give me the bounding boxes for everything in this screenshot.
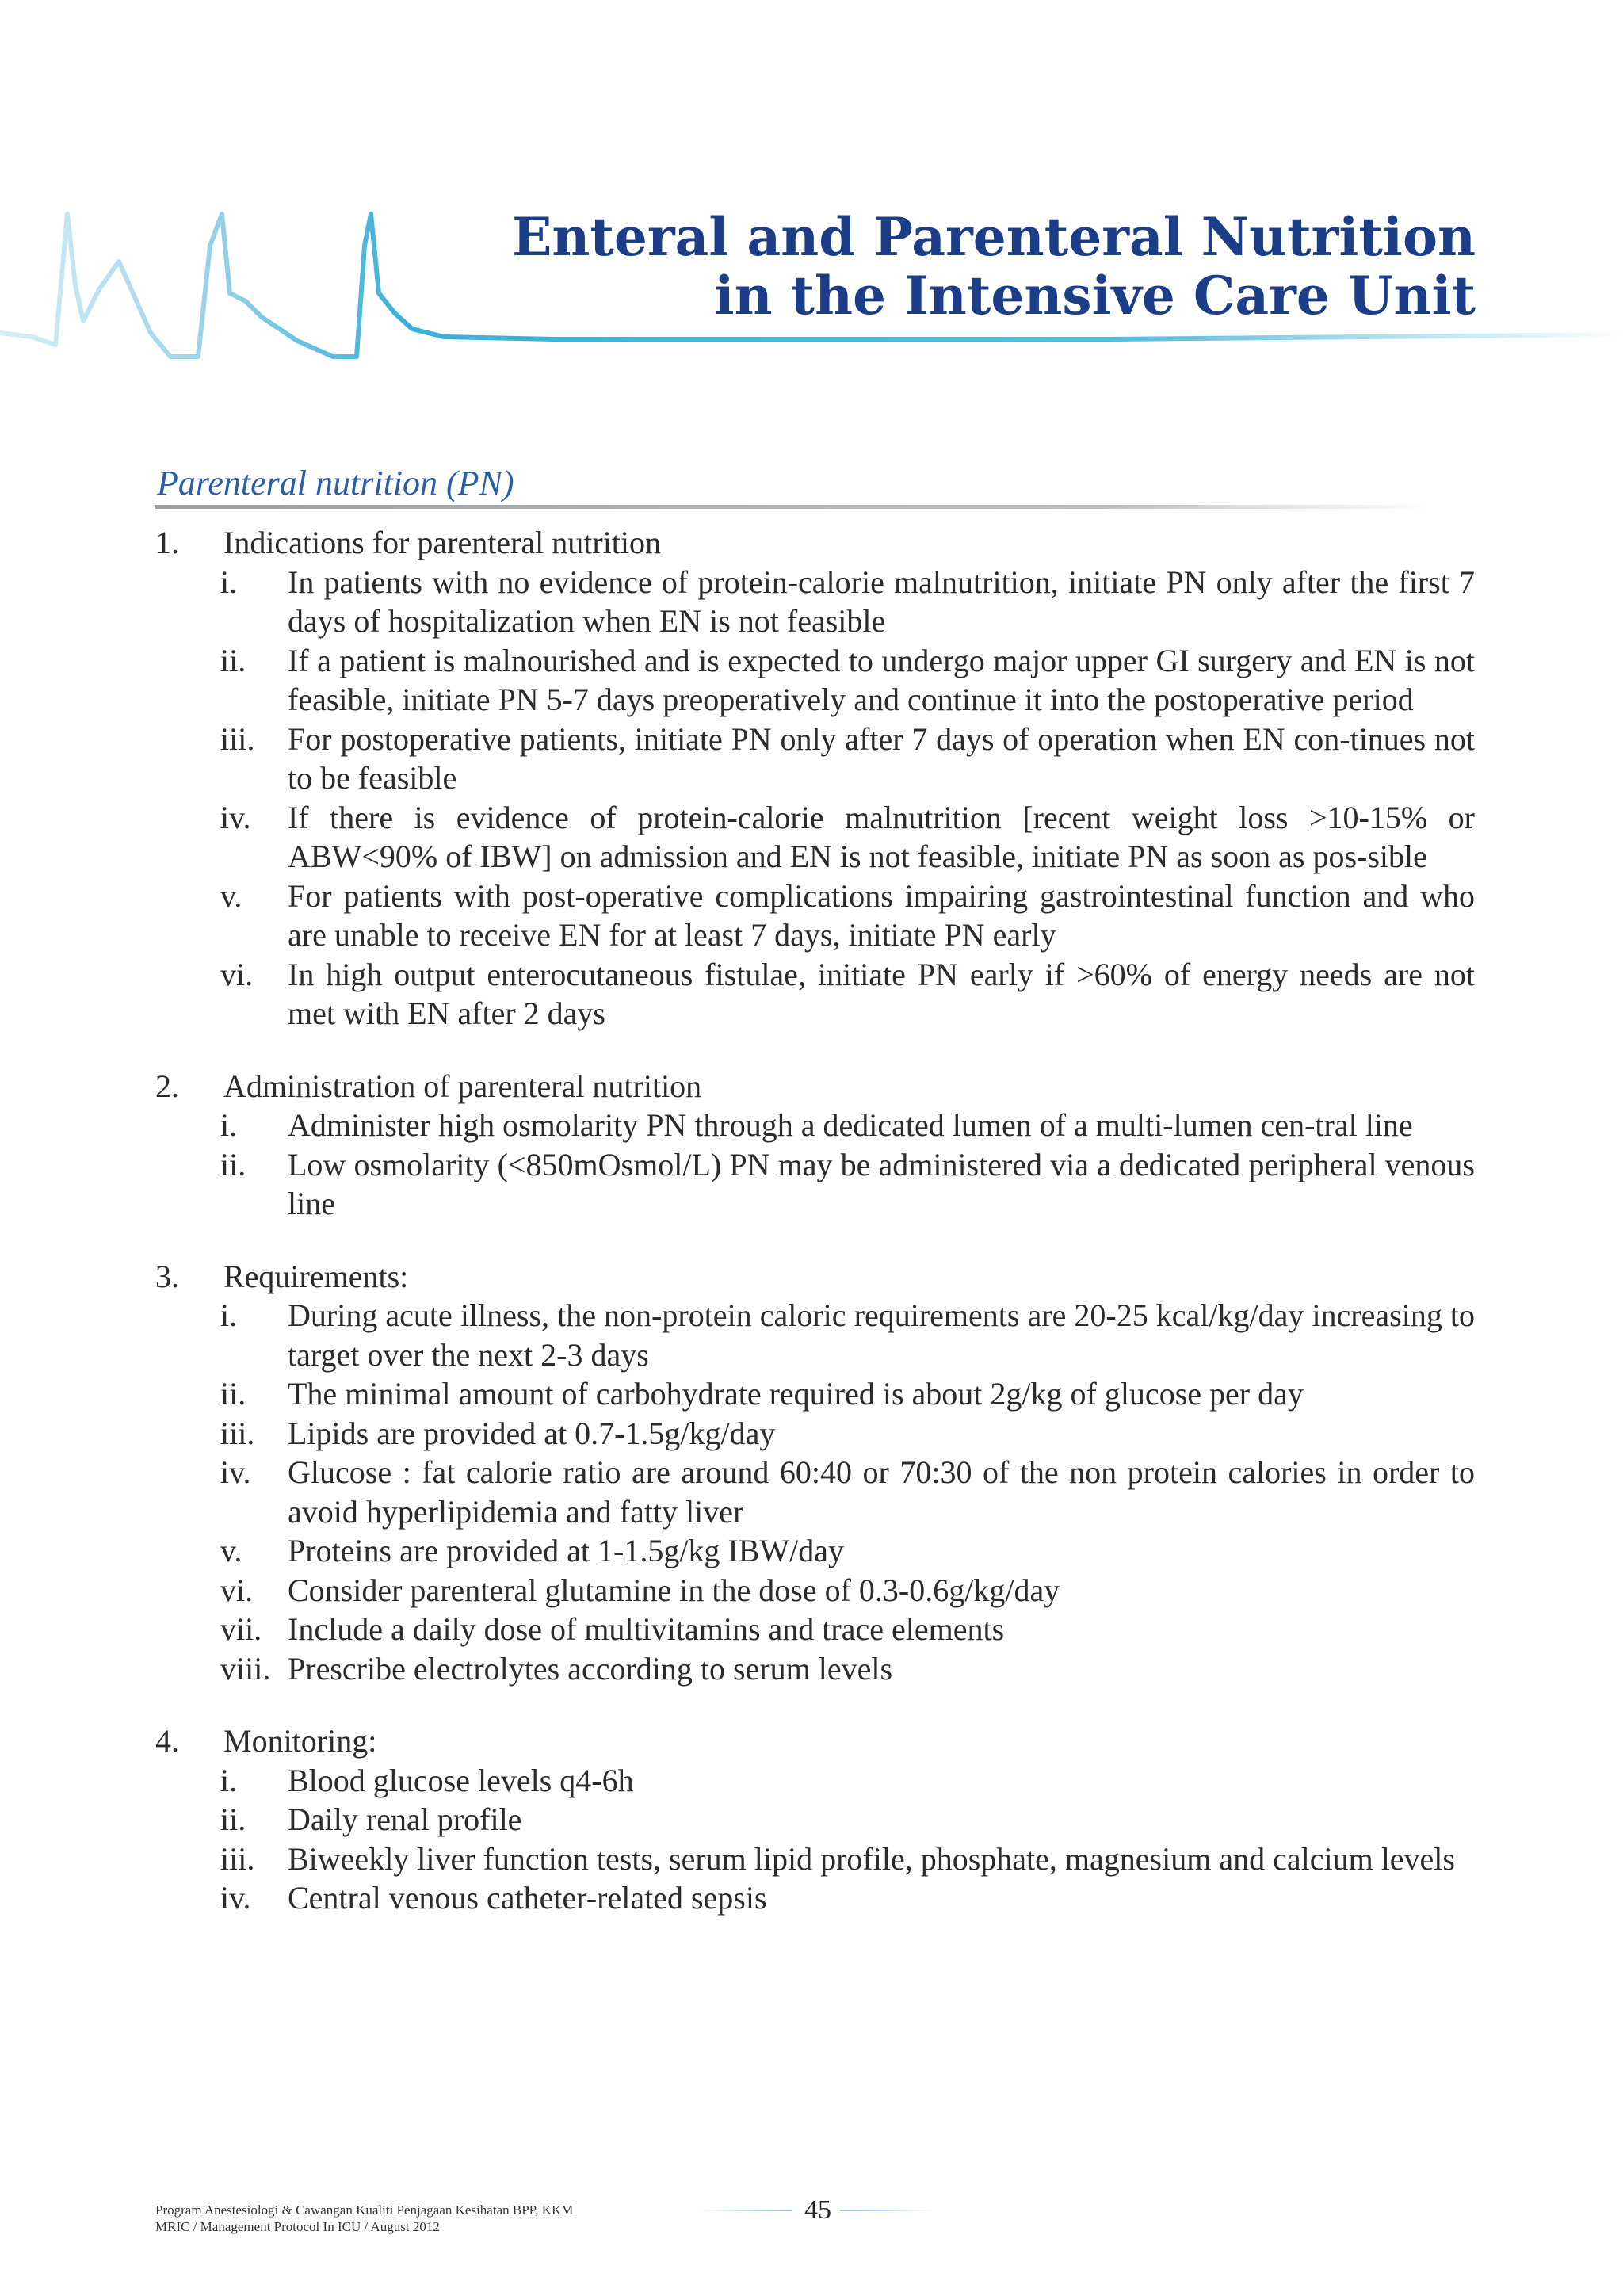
footer-rule-right (840, 2210, 935, 2211)
list-item (220, 1531, 1475, 1571)
item-numeral: ii. (220, 642, 246, 678)
item-text: Central venous catheter-related sepsis (288, 1880, 767, 1916)
section-4 (155, 1721, 1475, 1918)
item-numeral: iii. (220, 1840, 255, 1877)
list-item (220, 1571, 1475, 1610)
section-number: 4. (155, 1723, 179, 1759)
item-numeral: ii. (220, 1376, 246, 1412)
footer-rule-left (697, 2210, 792, 2211)
list-item (220, 1296, 1475, 1374)
item-text: Glucose : fat calorie ratio are around 60:40 or 70:30 of the non protein calories in order to avoid hyperlipidemia and fatty liver (288, 1454, 1475, 1530)
item-numeral: ii. (220, 1146, 246, 1182)
page-title (512, 208, 1476, 325)
section-number: 1. (155, 525, 179, 560)
footer-credits (155, 2202, 573, 2235)
item-text: Prescribe electrolytes according to serum levels (288, 1650, 893, 1687)
item-text: Proteins are provided at 1-1.5g/kg IBW/day (288, 1533, 845, 1568)
item-numeral: iii. (220, 1415, 255, 1451)
item-text: Blood glucose levels q4-6h (288, 1762, 634, 1798)
list-item (220, 1839, 1475, 1879)
section-header (155, 523, 1475, 563)
section-header (155, 1257, 1475, 1297)
page-number: 45 (804, 2195, 831, 2225)
list-item (220, 1800, 1475, 1839)
list-item (220, 1878, 1475, 1918)
footer-line-1: Program Anestesiologi & Cawangan Kualiti Penjagaan Kesihatan BPP, KKM (155, 2202, 574, 2218)
item-text: During acute illness, the non-protein caloric requirements are 20-25 kcal/kg/day increasing to target over the next 2-3 days (288, 1297, 1475, 1373)
list-item (220, 955, 1475, 1033)
item-text: Lipids are provided at 0.7-1.5g/kg/day (288, 1415, 776, 1451)
list-item (220, 1761, 1475, 1801)
main-content (155, 523, 1475, 1951)
section-1 (155, 523, 1475, 1033)
list-item (220, 1453, 1475, 1531)
item-text: If a patient is malnourished and is expected to undergo major upper GI surgery and EN is not feasible, initiate PN 5-7 days preoperatively and continue it into the postoperative period (288, 642, 1475, 717)
item-numeral: viii. (220, 1650, 271, 1687)
item-list (155, 563, 1475, 1033)
item-numeral: i. (220, 1762, 238, 1798)
item-text: Low osmolarity (<850mOsmol/L) PN may be administered via a dedicated peripheral venous line (288, 1146, 1475, 1221)
item-text: For patients with post-operative complications impairing gastrointestinal function and who are unable to receive EN for at least 7 days, initiate PN early (288, 877, 1475, 953)
list-item (220, 1374, 1475, 1414)
item-numeral: vi. (220, 1572, 254, 1608)
item-text: In patients with no evidence of protein-calorie malnutrition, initiate PN only after the first 7 days of hospitalization when EN is not feasible (288, 563, 1475, 639)
section-title: Administration of parenteral nutrition (223, 1068, 702, 1104)
item-text: Consider parenteral glutamine in the dose of 0.3-0.6g/kg/day (288, 1572, 1060, 1608)
item-numeral: iii. (220, 720, 255, 757)
list-item (220, 1106, 1475, 1145)
section-3 (155, 1257, 1475, 1689)
item-list (155, 1296, 1475, 1688)
item-list (155, 1106, 1475, 1224)
section-2 (155, 1067, 1475, 1224)
section-title: Monitoring: (223, 1723, 377, 1759)
heading-rule (155, 505, 1431, 509)
list-item (220, 641, 1475, 720)
item-text: In high output enterocutaneous fistulae, initiate PN early if >60% of energy needs are not met with EN after 2 days (288, 956, 1475, 1031)
item-text: Daily renal profile (288, 1801, 522, 1837)
section-title: Indications for parenteral nutrition (223, 525, 662, 560)
item-numeral: i. (220, 1297, 238, 1333)
item-numeral: ii. (220, 1801, 246, 1837)
list-item (220, 1649, 1475, 1689)
item-text: For postoperative patients, initiate PN only after 7 days of operation when EN con-tinues not to be feasible (288, 720, 1475, 796)
item-numeral: v. (220, 1533, 242, 1568)
list-item (220, 798, 1475, 877)
section-heading: Parenteral nutrition (PN) (157, 464, 514, 502)
section-header (155, 1067, 1475, 1106)
item-text: Biweekly liver function tests, serum lipid profile, phosphate, magnesium and calcium levels (288, 1840, 1455, 1877)
item-text: The minimal amount of carbohydrate required is about 2g/kg of glucose per day (288, 1376, 1304, 1412)
item-numeral: vi. (220, 956, 254, 992)
section-number: 3. (155, 1258, 179, 1294)
item-text: Include a daily dose of multivitamins and trace elements (288, 1611, 1005, 1647)
item-numeral: iv. (220, 1454, 251, 1490)
item-numeral: iv. (220, 1880, 251, 1916)
item-numeral: v. (220, 877, 242, 914)
item-numeral: iv. (220, 799, 251, 835)
title-line-2: in the Intensive Care Unit (714, 265, 1476, 327)
list-item (220, 1610, 1475, 1649)
item-numeral: i. (220, 1107, 238, 1143)
section-header (155, 1721, 1475, 1761)
item-list (155, 1761, 1475, 1918)
list-item (220, 563, 1475, 641)
title-line-1: Enteral and Parenteral Nutrition (512, 206, 1476, 268)
item-text: If there is evidence of protein-calorie malnutrition [recent weight loss >10-15% or ABW<90% of IBW] on admission and EN is not feasible, initiate PN as soon as pos-sible (288, 799, 1475, 874)
list-item (220, 877, 1475, 955)
list-item (220, 1145, 1475, 1224)
section-title: Requirements: (223, 1258, 409, 1294)
list-item (220, 720, 1475, 798)
item-numeral: vii. (220, 1611, 262, 1647)
footer-line-2: MRIC / Management Protocol In ICU / August 2012 (155, 2219, 440, 2234)
list-item (220, 1414, 1475, 1454)
section-number: 2. (155, 1068, 179, 1104)
item-text: Administer high osmolarity PN through a dedicated lumen of a multi-lumen cen-tral line (288, 1107, 1413, 1143)
item-numeral: i. (220, 563, 238, 600)
